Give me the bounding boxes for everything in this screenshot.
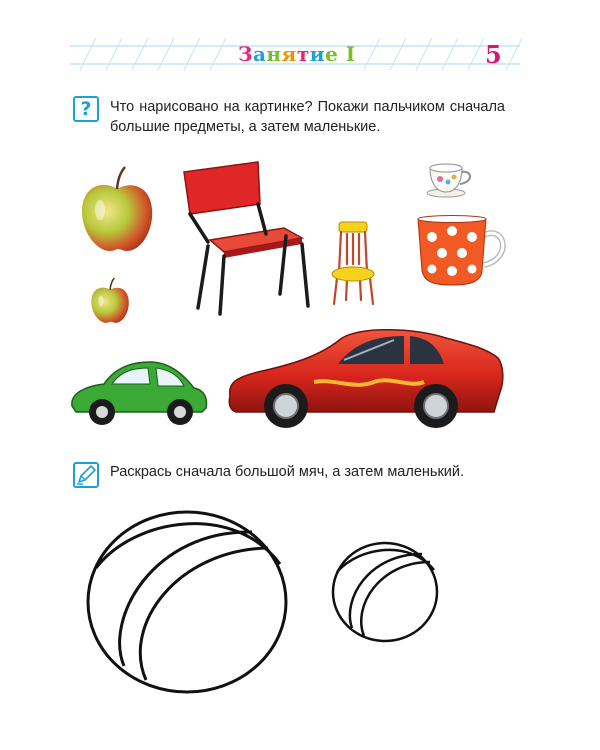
question-mark-icon [73, 96, 99, 122]
big-ball-outline [84, 508, 290, 696]
lesson-title [238, 42, 356, 66]
big-apple-image [78, 165, 156, 255]
small-cup-image [426, 162, 476, 198]
lesson-title-letter: е [325, 42, 339, 66]
lesson-title-letter: т [296, 42, 310, 66]
task1-instruction: Что нарисовано на картинке? Покажи пальчиком сначала большие предметы, а затем маленькие. [110, 99, 505, 135]
header-grid-lines [0, 0, 600, 80]
lesson-title-letter: а [252, 42, 267, 66]
page-header [0, 0, 600, 80]
lesson-title-letter: я [281, 42, 297, 66]
small-apple-image [88, 277, 132, 325]
pencil-icon [73, 462, 99, 488]
lesson-title-letter: н [266, 42, 282, 66]
small-car-image [68, 358, 210, 428]
lesson-title-letter: и [309, 42, 326, 66]
big-chair-image [180, 158, 315, 318]
lesson-title-space [338, 42, 345, 66]
task2-instruction: Раскрась сначала большой мяч, а затем маленький. [110, 464, 465, 480]
page-number: 5 [485, 40, 502, 69]
big-cup-image [416, 215, 510, 287]
lesson-title-letter: З [238, 42, 253, 66]
big-car-image [224, 326, 506, 430]
pencil-glyph [75, 464, 97, 486]
small-ball-outline [330, 540, 440, 644]
question-mark-glyph: ? [80, 97, 92, 120]
small-chair-image [328, 220, 378, 306]
lesson-number: I [345, 42, 356, 66]
